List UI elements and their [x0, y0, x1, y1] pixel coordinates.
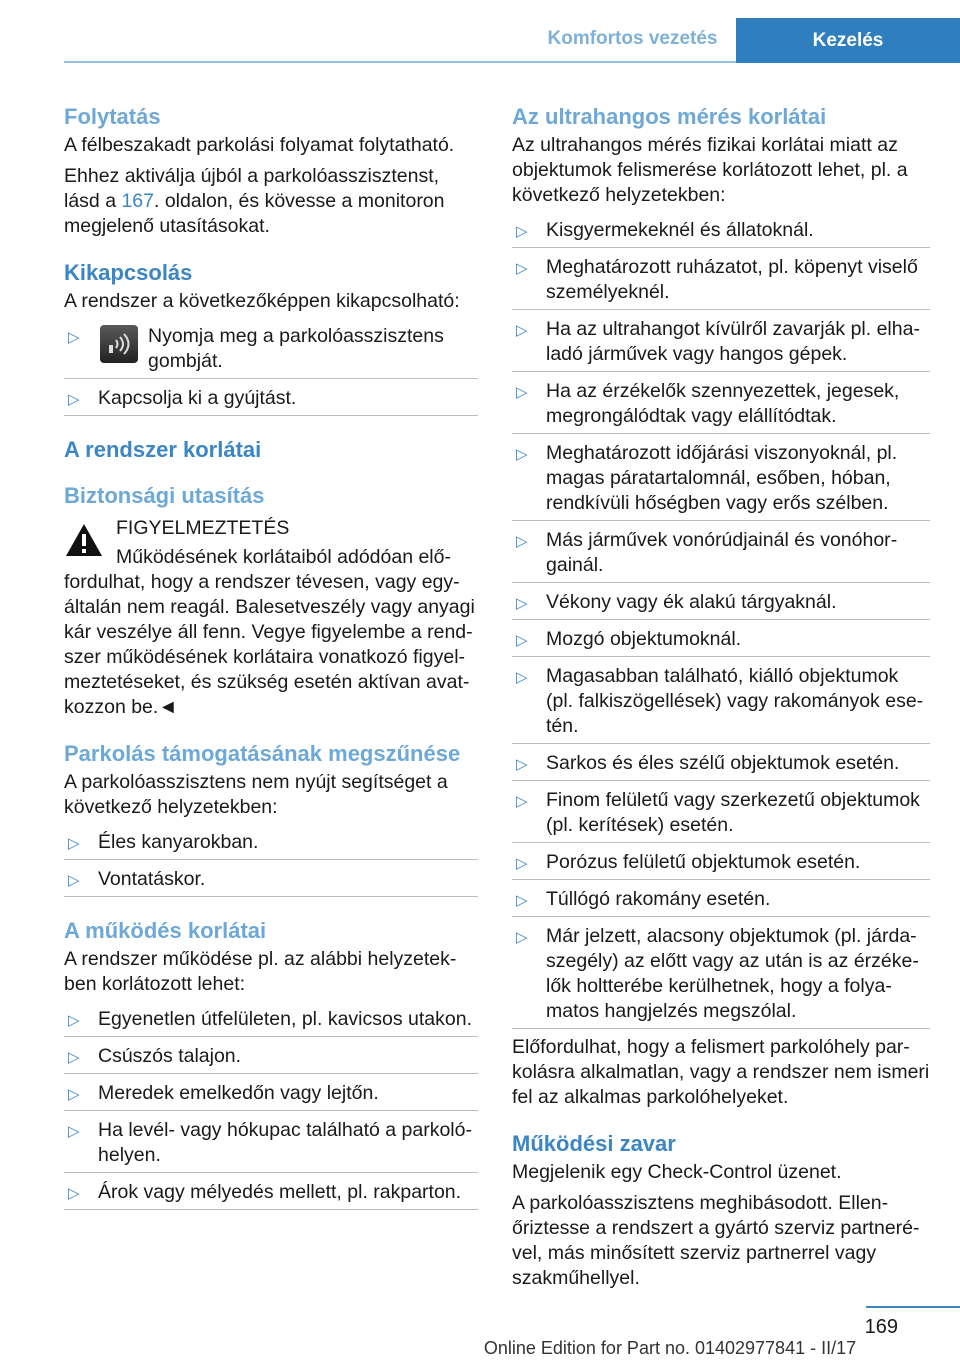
list-item: ▷ Csúszós talajon.: [64, 1041, 478, 1074]
triangle-bullet-icon: ▷: [516, 384, 528, 401]
edition-note: Online Edition for Part no. 01402977841 - II/17: [483, 1338, 857, 1358]
triangle-bullet-icon: ▷: [516, 793, 528, 810]
triangle-bullet-icon: ▷: [68, 872, 80, 889]
list-item: ▷ Ha levél- vagy hókupac található a parkolóhelyen.: [64, 1115, 478, 1173]
triangle-bullet-icon: ▷: [68, 1049, 80, 1066]
triangle-bullet-icon: ▷: [516, 892, 528, 909]
list-item: ▷ Vékony vagy ék alakú tárgyaknál.: [512, 587, 930, 620]
list-item: ▷ Egyenetlen útfelületen, pl. kavicsos utakon.: [64, 1004, 478, 1037]
list-item: ▷ Vontatáskor.: [64, 864, 478, 897]
mukodes-intro: A rendszer működése pl. az alábbi helyzetekben korlátozott lehet:: [64, 948, 457, 995]
heading-biztonsagi: Biztonsági utasítás: [64, 483, 265, 508]
list-item: ▷ Ha az érzékelők szennyezettek, jegesek, megrongálódtak vagy elállítódtak.: [512, 376, 930, 434]
page-number: 169: [864, 1316, 898, 1338]
list-item: ▷ Más járművek vonórúdjainál és vonóhorgainál.: [512, 525, 930, 583]
folytatas-p2: Ehhez aktiválja újból a parkolóasszisztenst, lásd a 167. oldalon, és kövesse a monitoron megjelenő utasításokat.: [64, 165, 445, 237]
ultrahang-intro: Az ultrahangos mérés fizikai korlátai miatt az objektumok felismerése korlátozott lehet, pl. a következő helyzetekben:: [512, 134, 908, 206]
zavar-p2: A parkolóasszisztens meghibásodott. Ellenőriztesse a rendszert a gyártó szerviz partnerével, más minősített szerviz partnerrel vagy szakműhellyel.: [512, 1192, 920, 1289]
header-section-title: Komfortos vezetés: [547, 28, 718, 49]
left-column: [64, 103, 478, 1210]
list-item: ▷ Kapcsolja ki a gyújtást.: [64, 383, 478, 416]
triangle-bullet-icon: ▷: [68, 391, 80, 408]
ultrahang-list: [512, 215, 930, 1029]
kikapcsolas-intro: A rendszer a következőképpen kikapcsolható:: [64, 290, 460, 312]
list-item: ▷ Nyomja meg a parkolóasszisztens gombját.: [64, 321, 478, 379]
list-item: ▷ Mozgó objektumoknál.: [512, 624, 930, 657]
list-item: ▷ Magasabban található, kiálló objektumok (pl. falkiszögellések) vagy rakományok esetén.: [512, 661, 930, 744]
warning-triangle-icon: [64, 522, 104, 558]
heading-ultrahang: Az ultrahangos mérés korlátai: [512, 104, 827, 129]
list-item: ▷ Porózus felületű objektumok esetén.: [512, 847, 930, 880]
ultrahang-outro: Előfordulhat, hogy a felismert parkolóhely parkolásra alkalmatlan, vagy a rendszer nem ismeri fel az alkalmas parkolóhelyeket.: [512, 1036, 930, 1108]
triangle-bullet-icon: ▷: [516, 260, 528, 277]
heading-folytatas: Folytatás: [64, 104, 161, 129]
list-item: ▷ Árok vagy mélyedés mellett, pl. rakparton.: [64, 1177, 478, 1210]
triangle-bullet-icon: ▷: [516, 855, 528, 872]
list-item: ▷ Finom felületű vagy szerkezetű objektumok (pl. kerítések) esetén.: [512, 785, 930, 843]
header-chapter-tab: Kezelés: [736, 18, 960, 63]
kikapcsolas-list: [64, 321, 478, 416]
triangle-bullet-icon: ▷: [68, 329, 80, 346]
list-item: ▷ Ha az ultrahangot kívülről zavarják pl. elhaladó járművek vagy hangos gépek.: [512, 314, 930, 372]
triangle-bullet-icon: ▷: [516, 632, 528, 649]
heading-megszunese: Parkolás támogatásának megszűnése: [64, 741, 461, 766]
triangle-bullet-icon: ▷: [516, 446, 528, 463]
triangle-bullet-icon: ▷: [68, 1012, 80, 1029]
heading-rendszer-korlatai: A rendszer korlátai: [64, 437, 262, 462]
zavar-p1: Megjelenik egy Check-Control üzenet.: [512, 1161, 842, 1183]
list-item: ▷ Meghatározott időjárási viszonyoknál, pl. magas páratartalomnál, esőben, hóban, rendkívüli hőségben vagy erős szélben.: [512, 438, 930, 521]
megszunese-intro: A parkolóasszisztens nem nyújt segítséget a következő helyzetekben:: [64, 771, 448, 818]
warning-title: FIGYELMEZTETÉS: [116, 517, 290, 539]
folytatas-p1: A félbeszakadt parkolási folyamat folytatható.: [64, 134, 455, 156]
list-item: ▷ Már jelzett, alacsony objektumok (pl. járdaszegély) az előtt vagy az után is az érzékelők holtterébe kerülhetnek, hogy a folyamatos hangjelzés megszólal.: [512, 921, 930, 1029]
warning-text: Működésének korlátaiból adódóan előfordulhat, hogy a rendszer tévesen, vagy egyáltalán nem reagál. Balesetveszély vagy anyagi kár veszélye áll fenn. Vegye figyelembe a rendszer működésének korlátaira vonatkozó figyelmeztetéseket, és szükség esetén aktívan avatkozzon be.◄: [64, 546, 475, 718]
park-assist-button-icon: [100, 325, 138, 363]
triangle-bullet-icon: ▷: [516, 223, 528, 240]
triangle-bullet-icon: ▷: [68, 1123, 80, 1140]
heading-mukodes-korlatai: A működés korlátai: [64, 918, 267, 943]
list-item: ▷ Kisgyermekeknél és állatoknál.: [512, 215, 930, 248]
list-item: ▷ Meghatározott ruházatot, pl. köpenyt viselő személyeknél.: [512, 252, 930, 310]
triangle-bullet-icon: ▷: [516, 669, 528, 686]
triangle-bullet-icon: ▷: [516, 756, 528, 773]
triangle-bullet-icon: ▷: [516, 929, 528, 946]
triangle-bullet-icon: ▷: [516, 533, 528, 550]
list-item: ▷ Sarkos és éles szélű objektumok esetén.: [512, 748, 930, 781]
triangle-bullet-icon: ▷: [68, 835, 80, 852]
footer-rule: [866, 1306, 960, 1308]
triangle-bullet-icon: ▷: [68, 1086, 80, 1103]
right-column: [512, 103, 930, 1291]
header-rule: [64, 61, 736, 63]
page-link-167[interactable]: 167: [121, 190, 154, 212]
megszunese-list: [64, 827, 478, 897]
triangle-bullet-icon: ▷: [516, 595, 528, 612]
triangle-bullet-icon: ▷: [516, 322, 528, 339]
list-item: ▷ Túllógó rakomány esetén.: [512, 884, 930, 917]
list-item: ▷ Éles kanyarokban.: [64, 827, 478, 860]
heading-mukodesi-zavar: Működési zavar: [512, 1131, 676, 1156]
heading-kikapcsolas: Kikapcsolás: [64, 260, 193, 285]
list-item: ▷ Meredek emelkedőn vagy lejtőn.: [64, 1078, 478, 1111]
mukodes-list: [64, 1004, 478, 1210]
warning-block: [64, 516, 478, 720]
triangle-bullet-icon: ▷: [68, 1185, 80, 1202]
